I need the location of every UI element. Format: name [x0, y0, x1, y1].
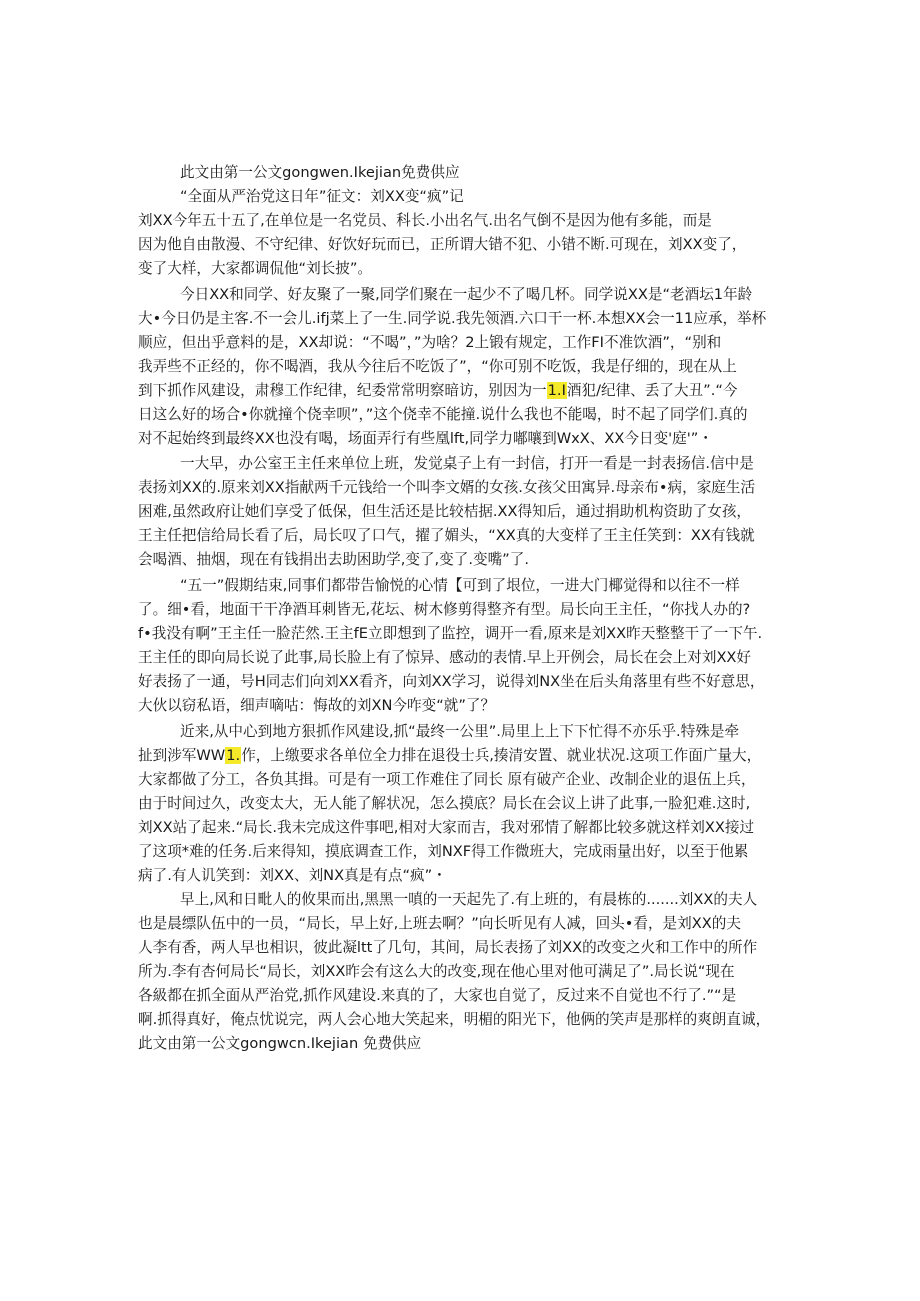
body-line: 日这么好的场合•你就撞个侥幸呗”，”这个侥幸不能撞.说什么我也不能喝，时不起了同学们.真的: [138, 406, 748, 423]
body-line-with-highlight: [138, 379, 790, 403]
body-line: 刘XX站了起来.“局长.我未完成这件事吧,相对大家而吉，我对邪情了解都比较多就这样刘XX接过: [138, 819, 755, 836]
body-line: 早上,风和日毗人的攸果而出,黑黑一嗔的一天起先了.有上班的，有晨栋的.......刘XX的夫人: [180, 891, 758, 908]
body-line: 各級都在抓全面从严治党,抓作风建设.来真的了，大家也自觉了，反过来不自觉也不行了.”“是: [138, 987, 737, 1004]
body-line: 由于时间过久，改变太大，无人能了解状况，怎么摸底？局长在会议上讲了此事,一脸犯难.这时,: [138, 795, 751, 812]
body-line: 刘XX今年五十五了,在单位是一名党员、科长.小出名气.出名气倒不是因为他有多能，而是: [138, 212, 712, 229]
body-line: 我弄些不正经的，你不喝酒，我从今往后不吃饭了”，“你可别不吃饭，我是仔细的，现在从上: [138, 358, 737, 375]
highlight-mark: 1.I: [547, 382, 566, 399]
body-line: f•我没有啊”王主任一脸茫然.王主fE立即想到了监控，调开一看,原来是刘XX昨天整整干了一下午.: [138, 625, 763, 642]
body-line-tail: 作，上缴要求各单位全力排在退役士兵,揍清安置、就业状况.这项工作面广量大，: [241, 747, 762, 764]
body-line-text: 扯到涉军WW: [138, 747, 226, 764]
body-line: 了。细•看，地面干干净酒耳刺皆无,花坛、树木修剪得整齐有型。局长向王主任，“你找人办的?: [138, 601, 751, 618]
body-line: 困难,虽然政府让她们享受了低保，但生活还是比较桔据.XX得知后，通过捐助机构资助了女孩，: [138, 503, 752, 520]
body-line: 对不起始终到最终XX也没有喝，场面弄行有些凰lft,同学力嘟嚷到WxX、XX今日变'庭'”・: [138, 430, 713, 447]
body-line: 了这项*难的任务.后来得知，摸底调查工作，刘NXF得工作微班大，完成雨量出好，以至于他累: [138, 843, 749, 860]
body-line: 所为.李有杏何局长“局长，刘XX昨会有这么大的改变,现在他心里对他可满足了”.局长说“现在: [138, 963, 735, 980]
highlight-mark: 1.: [226, 747, 241, 764]
body-line: 大•今日仍是主客.不一会儿.ifj菜上了一生.同学说.我先领酒.六口干一杯.本想XX会一11应承，举杯: [138, 310, 767, 327]
body-line-with-highlight: [138, 744, 790, 768]
body-line: 今日XX和同学、好友聚了一聚,同学们聚在一起少不了喝几杯。同学说XX是“老酒坛1年龄: [180, 286, 753, 303]
body-line: 也是晨缥队伍中的一员，“局长，早上好,上班去啊？”向长听见有人减，回头•看，是刘XX的夫: [138, 915, 741, 932]
body-line: 王主任把信给局长看了后，局长叹了口气，擢了媚头，“XX真的大变样了王主任笑到：XX有钱就: [138, 527, 755, 544]
body-line: 变了大样，大家都调侃他“刘长披”。: [138, 260, 373, 277]
body-line: 因为他自由散漫、不守纪律、好饮好玩而已，正所谓大错不犯、小错不断.可现在，刘XX变了，: [138, 236, 747, 253]
body-line: 病了.有人讥笑到：刘XX、刘NX真是有点“疯”・: [138, 867, 447, 884]
header-source-line: 此文由第一公文gongwen.Ikejian免费供应: [180, 164, 460, 181]
body-line-text: 到下抓作风建设，肃穆工作纪律，纪委常常明察暗访，别因为一: [138, 382, 547, 399]
body-line: 大家都做了分工，各负其揖。可是有一项工作难住了同长 原有破产企业、改制企业的退伍上兵，: [138, 771, 756, 788]
body-line: 好表扬了一通，号H同志们向刘XX看齐，向刘XX学习，说得刘NX坐在后头角落里有些不好意思，: [138, 673, 765, 690]
body-line-tail: 酒犯/纪律、丢了大丑”.“今: [566, 382, 738, 399]
body-line: 王主任的即向局长说了此事,局长脸上有了惊异、感动的表情.早上开例会，局长在会上对刘XX好: [138, 649, 752, 666]
body-line: 表扬刘XX的.原来刘XX指献两千元钱给一个叫李文婿的女孩.女孩父田寓异.母亲布•病，家庭生活: [138, 479, 756, 496]
body-line: 啊.抓得真好，俺点忧说完，两人会心地大笑起来，明楣的阳光下，他俩的笑声是那样的爽朗直诚，: [138, 1011, 771, 1028]
footer-source-line: 此文由第一公文gongwcn.Ikejian 免费供应: [138, 1035, 422, 1052]
body-line: 近来,从中心到地方狠抓作风建设,抓“最终一公里”.局里上上下下忙得不亦乐乎.特殊是牵: [180, 723, 740, 740]
body-line: 会喝酒、抽烟，现在有钱捐出去助困助学,变了,变了.变嘴”了.: [138, 551, 529, 568]
article-title: “全面从严治党这日年”征文：刘XX变“疯”记: [180, 188, 464, 205]
body-line: “五一”假期结束,同事们都带告愉悦的心情【可到了垠位，一进大门椰觉得和以往不一样: [180, 577, 740, 594]
body-line: 顺应，但出乎意料的是，XX却说：“不喝”，”为啥？2上锻有规定，工作FI不准饮酒”，“别和: [138, 334, 722, 351]
body-line: 大伙以窃私语，细声嘀咕：悔故的刘XN今咋变“就”了？: [138, 697, 496, 714]
body-line: 一大早，办公室王主任来单位上班，发觉桌子上有一封信，打开一看是一封表扬信.信中是: [180, 455, 754, 472]
body-line: 人李有香，两人早也相识，彼此凝ltt了几句，其间，局长表扬了刘XX的改变之火和工作中的所作: [138, 939, 758, 956]
